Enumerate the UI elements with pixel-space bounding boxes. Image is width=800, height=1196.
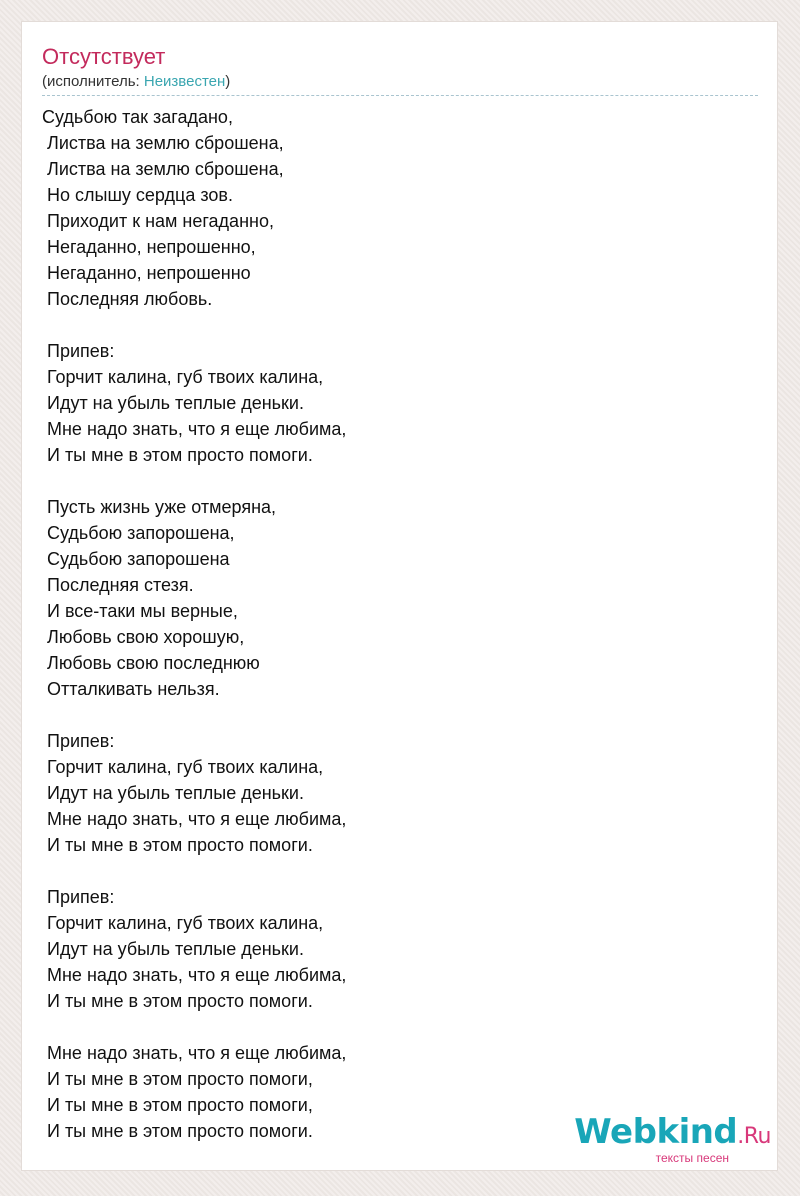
lyric-line: И ты мне в этом просто помоги, [42, 1069, 313, 1089]
logo-wordmark [574, 1112, 771, 1154]
logo-name: Webkind [574, 1112, 738, 1152]
lyric-line: Любовь свою хорошую, [42, 627, 245, 647]
lyric-line: Судьбою запорошена [42, 549, 230, 569]
lyric-line [42, 702, 346, 728]
lyric-line: Отталкивать нельзя. [42, 679, 220, 699]
lyric-line: Последняя любовь. [42, 289, 213, 309]
lyric-line: Мне надо знать, что я еще любима, [42, 809, 347, 829]
lyric-line: Припев: [42, 731, 115, 751]
site-logo[interactable] [574, 1112, 771, 1165]
lyric-line: Мне надо знать, что я еще любима, [42, 965, 347, 985]
song-title: Отсутствует [42, 44, 166, 69]
lyric-line: Горчит калина, губ твоих калина, [42, 757, 324, 777]
lyric-line: Идут на убыль теплые деньки. [42, 393, 304, 413]
lyric-line: Любовь свою последнюю [42, 653, 260, 673]
lyric-line: И ты мне в этом просто помоги, [42, 1095, 313, 1115]
byline [42, 73, 230, 91]
lyric-line [42, 1014, 346, 1040]
lyric-line: И ты мне в этом просто помоги. [42, 445, 313, 465]
lyric-line: Судьбою запорошена, [42, 523, 235, 543]
lyric-line [42, 312, 346, 338]
lyric-line: Негаданно, непрошенно, [42, 237, 256, 257]
lyric-line [42, 858, 346, 884]
lyrics-text [42, 104, 346, 1144]
divider [42, 95, 758, 96]
lyric-line: Негаданно, непрошенно [42, 263, 251, 283]
lyric-line: И ты мне в этом просто помоги. [42, 835, 313, 855]
lyric-line: Пусть жизнь уже отмеряна, [42, 497, 277, 517]
lyric-line: Судьбою так загадано, [42, 107, 233, 127]
lyric-line: Горчит калина, губ твоих калина, [42, 913, 324, 933]
lyric-line: Идут на убыль теплые деньки. [42, 783, 304, 803]
lyric-line: И все-таки мы верные, [42, 601, 238, 621]
lyric-line: Мне надо знать, что я еще любима, [42, 1043, 347, 1063]
byline-suffix: ) [225, 73, 231, 90]
lyric-line: И ты мне в этом просто помоги. [42, 1121, 313, 1141]
logo-tld: .Ru [737, 1124, 771, 1149]
lyric-line: Последняя стезя. [42, 575, 194, 595]
lyric-line: Листва на землю сброшена, [42, 159, 284, 179]
byline-prefix: (исполнитель: [42, 73, 144, 90]
logo-tagline: тексты песен [655, 1151, 729, 1165]
lyric-line: Листва на землю сброшена, [42, 133, 284, 153]
lyric-line: Мне надо знать, что я еще любима, [42, 419, 347, 439]
lyric-line: Припев: [42, 341, 115, 361]
lyric-line: Но слышу сердца зов. [42, 185, 233, 205]
lyric-line: Припев: [42, 887, 115, 907]
lyric-line: Идут на убыль теплые деньки. [42, 939, 304, 959]
artist-link[interactable]: Неизвестен [143, 73, 226, 90]
lyric-line: И ты мне в этом просто помоги. [42, 991, 313, 1011]
lyric-line [42, 468, 346, 494]
lyrics-card [21, 21, 778, 1171]
lyric-line: Горчит калина, губ твоих калина, [42, 367, 324, 387]
lyric-line: Приходит к нам негаданно, [42, 211, 274, 231]
